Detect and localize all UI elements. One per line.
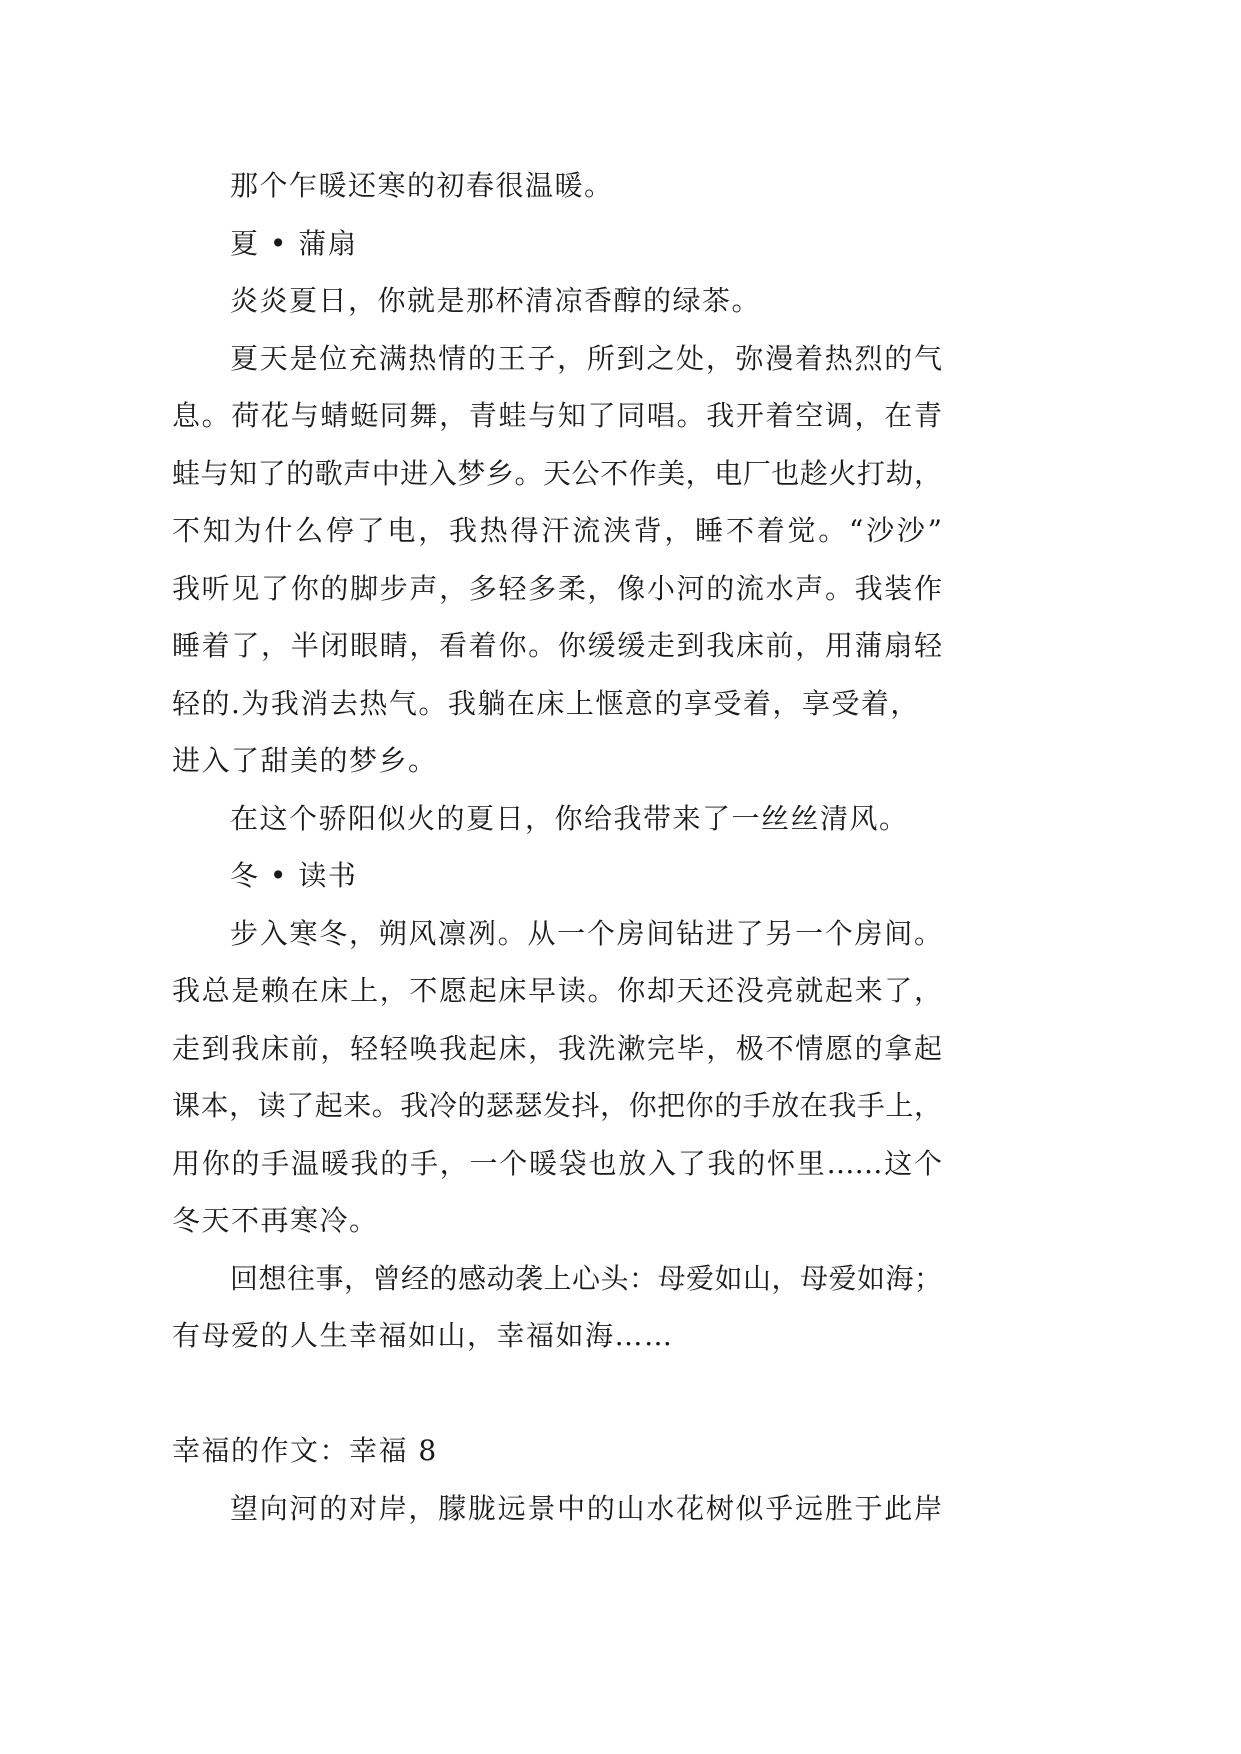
paragraph bbox=[172, 330, 942, 790]
text-line: 回想往事，曾经的感动袭上心头：母爱如山，母爱如海； bbox=[230, 1261, 942, 1295]
paragraph bbox=[172, 157, 942, 215]
text-line: 轻的.为我消去热气。我躺在床上惬意的享受着，享受着， bbox=[172, 686, 920, 720]
text-line: 步入寒冬，朔风凛冽。从一个房间钻进了另一个房间。 bbox=[230, 916, 942, 950]
text-line: 用你的手温暖我的手，一个暖袋也放入了我的怀里……这个 bbox=[172, 1146, 942, 1180]
section-title bbox=[172, 1422, 942, 1480]
text-line: 进入了甜美的梦乡。 bbox=[172, 744, 438, 777]
paragraph bbox=[172, 905, 942, 1250]
text-line: 有母爱的人生幸福如山，幸福如海…… bbox=[172, 1319, 674, 1352]
section-title-text: 幸福的作文：幸福 8 bbox=[172, 1434, 438, 1467]
subheading-text: 冬 • 读书 bbox=[230, 859, 358, 892]
text-line: 课本，读了起来。我冷的瑟瑟发抖，你把你的手放在我手上， bbox=[172, 1089, 942, 1122]
text-line: 冬天不再寒冷。 bbox=[172, 1204, 379, 1237]
text-line: 那个乍暖还寒的初春很温暖。 bbox=[230, 169, 614, 202]
text-line: 夏天是位充满热情的王子，所到之处，弥漫着热烈的气 bbox=[230, 341, 942, 375]
text-line: 我听见了你的脚步声，多轻多柔，像小河的流水声。我装作 bbox=[172, 571, 942, 605]
text-line: 炎炎夏日，你就是那杯清凉香醇的绿茶。 bbox=[230, 284, 762, 317]
subheading-winter bbox=[172, 847, 942, 905]
paragraph bbox=[172, 790, 942, 848]
text-line: 蛙与知了的歌声中进入梦乡。天公不作美，电厂也趁火打劫， bbox=[172, 456, 942, 490]
paragraph bbox=[172, 1250, 942, 1365]
text-line: 我总是赖在床上，不愿起床早读。你却天还没亮就起来了， bbox=[172, 974, 942, 1007]
subheading-summer bbox=[172, 215, 942, 273]
text-line: 在这个骄阳似火的夏日，你给我带来了一丝丝清风。 bbox=[230, 801, 909, 835]
essay-text bbox=[172, 157, 942, 1537]
text-line: 息。荷花与蜻蜓同舞，青蛙与知了同唱。我开着空调，在青 bbox=[172, 399, 942, 432]
subheading-text: 夏 • 蒲扇 bbox=[230, 226, 358, 260]
text-line: 不知为什么停了电，我热得汗流浃背，睡不着觉。“沙沙” bbox=[172, 514, 942, 547]
text-line: 望向河的对岸，朦胧远景中的山水花树似乎远胜于此岸 bbox=[230, 1491, 942, 1525]
text-line: 走到我床前，轻轻唤我起床，我洗漱完毕，极不情愿的拿起 bbox=[172, 1031, 942, 1065]
text-line: 睡着了，半闭眼睛，看着你。你缓缓走到我床前，用蒲扇轻 bbox=[172, 629, 942, 662]
paragraph bbox=[172, 1480, 942, 1538]
paragraph bbox=[172, 272, 942, 330]
